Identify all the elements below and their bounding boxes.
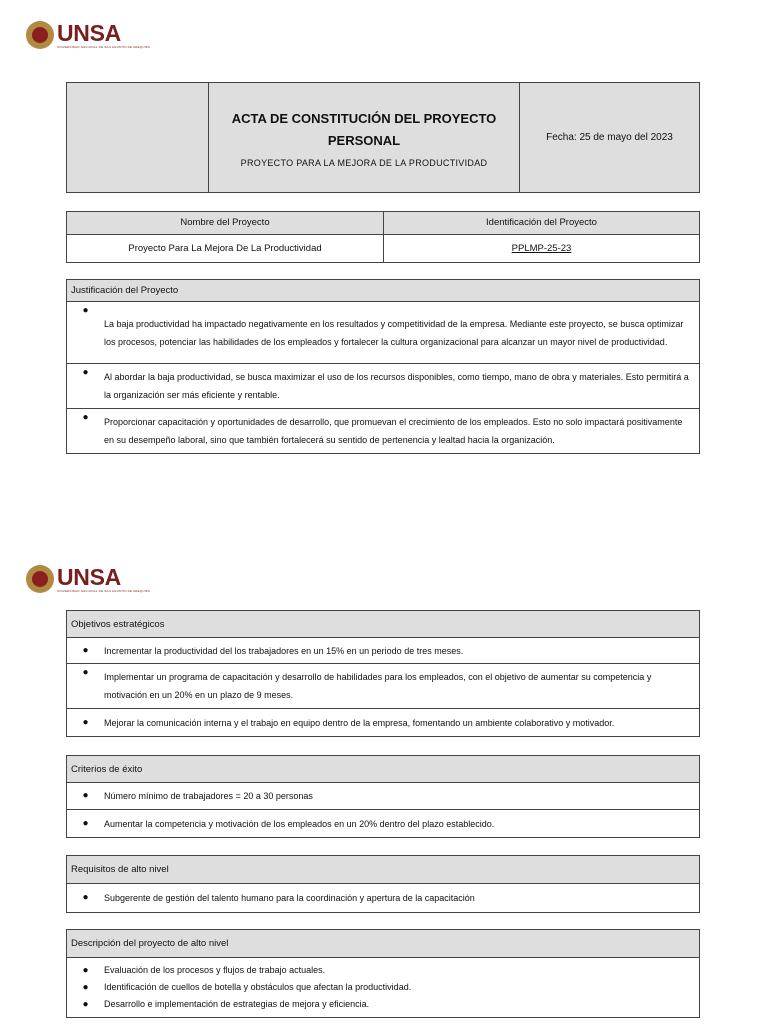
bullet-icon: ●	[82, 982, 89, 993]
list-item	[67, 810, 699, 837]
project-name-value: Proyecto Para La Mejora De La Productividad	[67, 235, 384, 262]
bullet-icon: ●	[82, 817, 89, 829]
list-item-text: Mejorar la comunicación interna y el trabajo en equipo dentro de la empresa, fomentando un ambiente colaborativo y motivador.	[104, 717, 615, 728]
bullet-icon: ●	[82, 367, 89, 378]
description-section	[66, 929, 700, 1018]
bullet-icon: ●	[82, 790, 89, 801]
list-item	[67, 664, 699, 709]
logo-subtitle: UNIVERSIDAD NACIONAL DE SAN AGUSTÍN DE AREQUIPA	[57, 44, 150, 49]
list-item-text: Implementar un programa de capacitación y desarrollo de habilidades para los empleados, con el objetivo de aumentar su competencia y motivación en un 20% en un plazo de 9 meses.	[104, 672, 652, 700]
success-criteria-title: Criterios de éxito	[67, 756, 699, 783]
list-item	[67, 783, 699, 810]
logo-name: UNSA	[57, 563, 121, 590]
bullet-icon: ●	[82, 965, 89, 976]
document-date: Fecha: 25 de mayo del 2023	[546, 132, 673, 143]
list-item-text: La baja productividad ha impactado negativamente en los resultados y competitividad de la empresa. Mediante este proyecto, se busca optimizar los procesos, potenciar las habilidades de los empleados y fortalecer la cultura organizacional para alcanzar un mayor nivel de productividad.	[104, 318, 684, 347]
list-item	[67, 962, 689, 979]
requirements-title: Requisitos de alto nivel	[67, 856, 699, 884]
objectives-section	[66, 610, 700, 737]
bullet-icon: ●	[82, 644, 89, 656]
justification-section	[66, 279, 700, 454]
list-item-text: Proporcionar capacitación y oportunidades de desarrollo, que promuevan el crecimiento de los empleados. Esto no solo impactará positivamente en su desempeño laboral, sino que también fortalecerá su sentido de pertenencia y lealtad hacia la organización.	[104, 417, 683, 445]
header-date-cell	[520, 83, 699, 192]
bullet-icon: ●	[82, 667, 89, 678]
list-item-text: Al abordar la baja productividad, se busca maximizar el uso de los recursos disponibles, como tiempo, mano de obra y materiales. Esto permitirá a la organización ser más eficiente y rentable.	[104, 372, 689, 400]
list-item	[67, 409, 699, 453]
list-item-text: Aumentar la competencia y motivación de los empleados en un 20% dentro del plazo establecido.	[104, 818, 495, 829]
bullet-icon: ●	[82, 892, 89, 903]
list-item-text: Incrementar la productividad del los trabajadores en un 15% en un periodo de tres meses.	[104, 645, 464, 656]
list-item	[67, 709, 699, 736]
list-item-text: Evaluación de los procesos y flujos de trabajo actuales.	[104, 965, 326, 975]
list-item-text: Desarrollo e implementación de estrategias de mejora y eficiencia.	[104, 999, 370, 1009]
description-title: Descripción del proyecto de alto nivel	[67, 930, 699, 958]
bullet-icon: ●	[82, 305, 89, 316]
document-subtitle: PROYECTO PARA LA MEJORA DE LA PRODUCTIVIDAD	[240, 157, 488, 168]
list-item-text: Número mínimo de trabajadores = 20 a 30 personas	[104, 791, 313, 801]
list-item	[67, 979, 689, 996]
header-title-cell	[209, 83, 520, 192]
logo-name: UNSA	[57, 19, 121, 46]
university-seal-icon	[26, 565, 54, 593]
list-item	[67, 638, 699, 664]
project-id-header: Identificación del Proyecto	[486, 217, 597, 228]
list-item	[67, 302, 699, 364]
objectives-title: Objetivos estratégicos	[67, 611, 699, 638]
bullet-icon: ●	[82, 999, 89, 1010]
list-item	[67, 884, 699, 912]
requirements-section	[66, 855, 700, 913]
identification-table	[66, 211, 700, 263]
bullet-icon: ●	[82, 412, 89, 423]
project-id-value: PPLMP-25-23	[511, 243, 572, 254]
bullet-icon: ●	[82, 716, 89, 728]
description-list	[67, 958, 699, 1017]
justification-title: Justificación del Proyecto	[67, 280, 699, 302]
unsa-logo	[26, 21, 150, 49]
list-item-text: Identificación de cuellos de botella y obstáculos que afectan la productividad.	[104, 982, 412, 992]
header-empty-cell	[67, 83, 209, 192]
document-title: ACTA DE CONSTITUCIÓN DEL PROYECTO PERSONAL	[231, 110, 497, 148]
logo-subtitle: UNIVERSIDAD NACIONAL DE SAN AGUSTÍN DE AREQUIPA	[57, 588, 150, 593]
list-item-text: Subgerente de gestión del talento humano para la coordinación y apertura de la capacitación	[104, 893, 475, 903]
success-criteria-section	[66, 755, 700, 838]
project-name-header: Nombre del Proyecto	[67, 212, 384, 234]
university-seal-icon	[26, 21, 54, 49]
unsa-logo	[26, 565, 150, 593]
list-item	[67, 996, 689, 1013]
header-table	[66, 82, 700, 193]
list-item	[67, 364, 699, 409]
